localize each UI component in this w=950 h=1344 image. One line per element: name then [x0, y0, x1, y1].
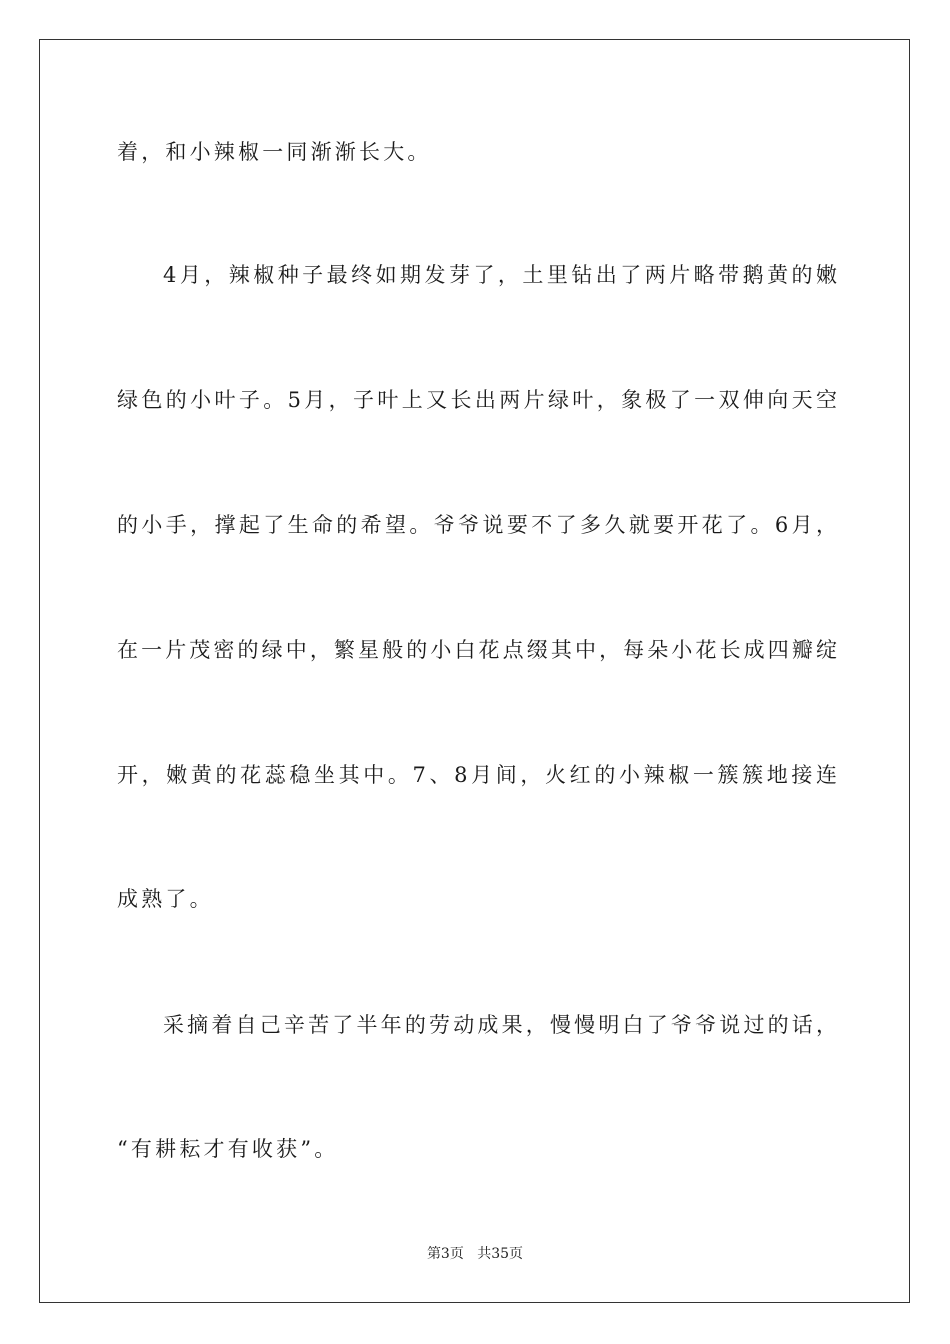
text-line: 着，和小辣椒一同渐渐长大。: [117, 140, 432, 164]
paragraph-first-line: 采摘着自己辛苦了半年的劳动成果，慢慢明白了爷爷说过的话，: [163, 1013, 837, 1037]
page-number: 第3页: [426, 1246, 464, 1262]
text-line: 在一片茂密的绿中，繁星般的小白花点缀其中，每朵小花长成四瓣绽: [117, 638, 837, 662]
text-line: 成熟了。: [117, 887, 214, 911]
text-line: 开，嫩黄的花蕊稳坐其中。7、8月间，火红的小辣椒一簇簇地接连: [117, 763, 837, 787]
page-footer: [0, 1244, 950, 1264]
page-border: [39, 39, 910, 1303]
text-line: 的小手，撑起了生命的希望。爷爷说要不了多久就要开花了。6月，: [117, 513, 837, 537]
page-total: 共35页: [477, 1246, 524, 1262]
paragraph-first-line: 4月，辣椒种子最终如期发芽了，土里钻出了两片略带鹅黄的嫩: [163, 263, 837, 287]
text-line: 绿色的小叶子。5月，子叶上又长出两片绿叶，象极了一双伸向天空: [117, 388, 837, 412]
text-line: “有耕耘才有收获”。: [117, 1137, 339, 1161]
